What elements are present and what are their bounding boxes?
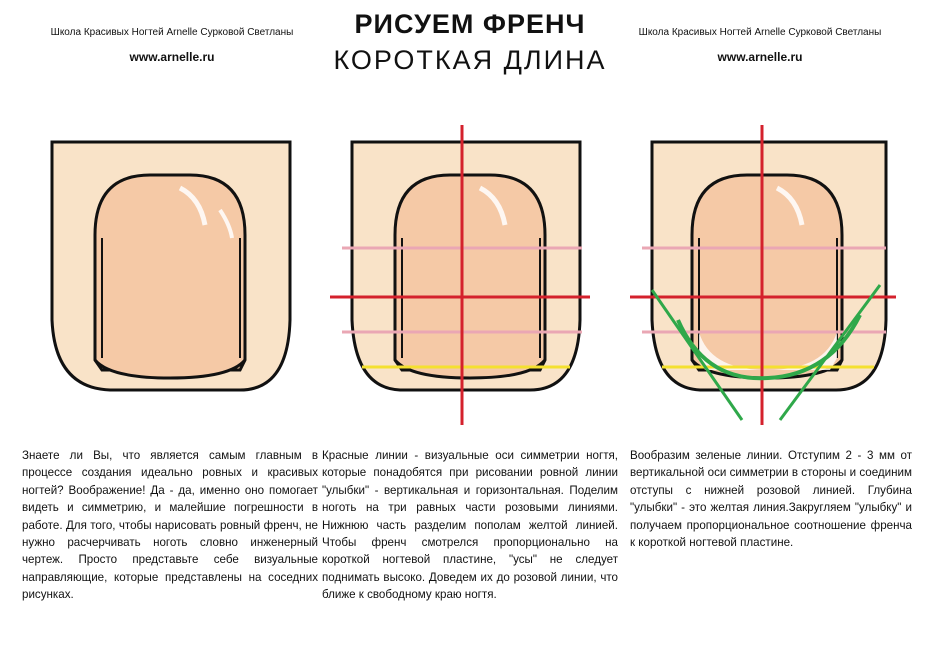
nail-plain: [40, 120, 300, 420]
page-subtitle: КОРОТКАЯ ДЛИНА: [333, 45, 607, 75]
school-name-left: Школа Красивых Ногтей Arnelle Сурковой Светланы: [50, 27, 294, 38]
header-right: [610, 26, 910, 64]
site-url-right[interactable]: www.arnelle.ru: [717, 50, 803, 64]
illustrations: [0, 120, 940, 430]
nail-axes: [330, 120, 590, 430]
site-url-left[interactable]: www.arnelle.ru: [129, 50, 215, 64]
nail-plate-icon: [395, 175, 545, 378]
axes-text: Красные линии - визуальные оси симметрии ногтя, которые понадобятся при рисовании ровной линии "улыбки" - вертикальная и горизонтальная. Поделим ноготь на три равных части розовыми линиями. Нижнюю часть разделим пополам желтой линией. Чтобы френч смотрелся пропорционально на короткой ногтевой пластине, "усы" не следует поднимать высоко. Доведем их до розовой линии, что ближе к свободному краю ногтя.: [322, 449, 618, 602]
header-left: [22, 26, 322, 64]
nail-plate-icon: [95, 175, 245, 378]
intro-text: Знаете ли Вы, что является самым главным в процессе создания идеально ровных и красивых ногтей? Воображение! Да - да, именно оно помогает видеть и симметрию, и малейшие погрешности в работе. Для того, чтобы нарисовать ровный френч, не нужно расчерчивать ноготь словно инженерный чертеж. Просто представьте себе визуальные направляющие, которые представлены на соседних рисунках.: [22, 449, 318, 602]
nail-smile: [630, 120, 900, 430]
nail-plate-icon: [692, 175, 842, 378]
smile-text: Вообразим зеленые линии. Отступим 2 - 3 мм от вертикальной оси симметрии в стороны и соединим отступы с нижней розовой линией. Глубина "улыбки" - это желтая линия.Закругляем "улыбку" и получаем пропорциональное соотношение френча к короткой ногтевой пластине.: [630, 449, 912, 550]
title-block: [320, 8, 620, 76]
school-name-right: Школа Красивых Ногтей Arnelle Сурковой Светланы: [638, 27, 882, 38]
page-title: РИСУЕМ ФРЕНЧ: [354, 9, 586, 39]
